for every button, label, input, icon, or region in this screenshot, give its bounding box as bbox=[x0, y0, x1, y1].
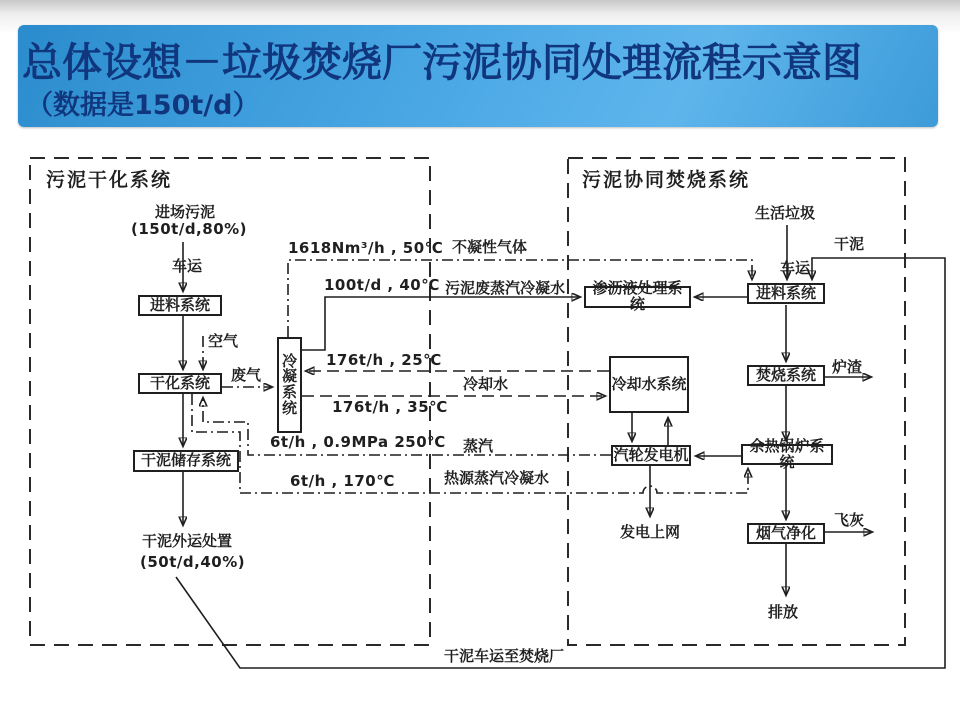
label-ncg-value: 1618Nm³/h , 50℃ bbox=[288, 239, 444, 257]
label-fly-ash: 飞灰 bbox=[834, 511, 865, 529]
box-turbine: 汽轮发电机 bbox=[611, 445, 691, 466]
box-condenser: 冷凝系统 bbox=[277, 337, 302, 433]
box-incinerator: 焚烧系统 bbox=[747, 365, 825, 386]
label-household-waste: 生活垃圾 bbox=[755, 204, 816, 222]
label-steam: 蒸汽 bbox=[463, 437, 494, 455]
label-incoming-sludge-data: (150t/d,80%) bbox=[131, 220, 248, 238]
box-cooling-water-system: 冷却水系统 bbox=[609, 356, 689, 413]
label-outbound-data: (50t/d,40%) bbox=[140, 553, 246, 571]
box-feed-left: 进料系统 bbox=[138, 295, 222, 316]
label-truck-left: 车运 bbox=[172, 257, 203, 275]
label-truck-to-plant: 干泥车运至焚烧厂 bbox=[444, 647, 565, 665]
page-subtitle: （数据是150t/d） bbox=[26, 90, 260, 121]
label-outbound-disposal: 干泥外运处置 bbox=[142, 532, 233, 550]
label-slag: 炉渣 bbox=[832, 358, 863, 376]
box-dryer: 干化系统 bbox=[138, 373, 222, 394]
label-emission: 排放 bbox=[768, 603, 799, 621]
label-power-to-grid: 发电上网 bbox=[620, 523, 681, 541]
incineration-system-title: 污泥协同焚烧系统 bbox=[582, 169, 751, 191]
box-storage: 干泥储存系统 bbox=[133, 450, 239, 472]
label-incoming-sludge: 进场污泥 bbox=[155, 203, 216, 221]
label-cooling-in-value: 176t/h , 25℃ bbox=[326, 351, 442, 369]
label-steam-value: 6t/h , 0.9MPa 250℃ bbox=[270, 433, 446, 451]
label-cooling-out-value: 176t/h , 35℃ bbox=[332, 398, 448, 416]
box-flue-gas-cleaning: 烟气净化 bbox=[747, 523, 825, 544]
label-ncg: 不凝性气体 bbox=[452, 238, 528, 256]
box-feed-right: 进料系统 bbox=[747, 283, 825, 304]
label-cooling-water: 冷却水 bbox=[463, 375, 509, 393]
label-sludge-condensate-value: 100t/d , 40℃ bbox=[324, 276, 440, 294]
label-heat-condensate: 热源蒸汽冷凝水 bbox=[444, 469, 550, 487]
page-title: 总体设想－垃圾焚烧厂污泥协同处理流程示意图 bbox=[22, 40, 862, 86]
label-heat-condensate-value: 6t/h , 170℃ bbox=[290, 472, 395, 490]
label-dry-sludge: 干泥 bbox=[834, 235, 865, 253]
label-air: 空气 bbox=[208, 332, 239, 350]
label-sludge-condensate: 污泥废蒸汽冷凝水 bbox=[445, 279, 566, 297]
label-waste-gas: 废气 bbox=[231, 366, 262, 384]
box-boiler: 余热锅炉系统 bbox=[741, 444, 833, 465]
drying-system-title: 污泥干化系统 bbox=[46, 169, 173, 191]
box-leachate-treatment: 渗沥液处理系统 bbox=[584, 286, 691, 308]
label-truck-right: 车运 bbox=[780, 259, 811, 277]
